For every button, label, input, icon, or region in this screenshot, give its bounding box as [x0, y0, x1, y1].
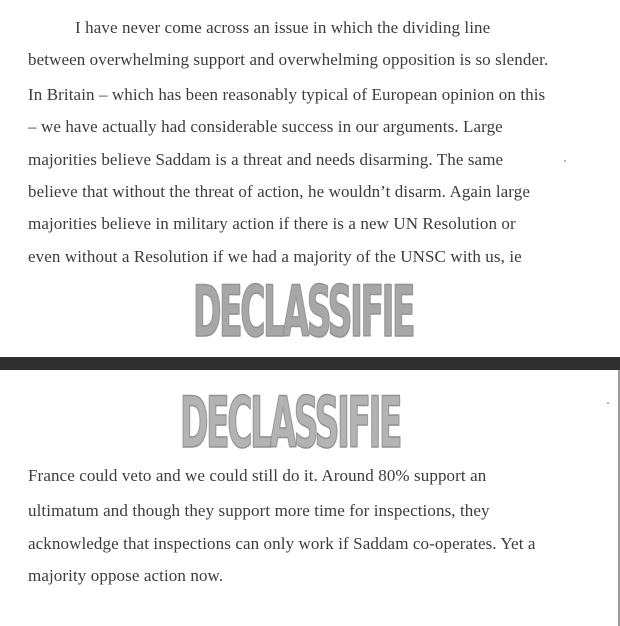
text-line: even without a Resolution if we had a majority of the UNSC with us, ie [28, 247, 522, 266]
text-line: In Britain – which has been reasonably typical of European opinion on this [28, 85, 546, 104]
text-line: majorities believe Saddam is a threat and needs disarming. The same [28, 150, 504, 169]
page-divider [0, 357, 620, 370]
text-line: majorities believe in military action if there is a new UN Resolution or [28, 214, 516, 233]
declassified-stamp: DECLASSIFIE [193, 272, 414, 354]
declassified-stamp: DECLASSIFIE [180, 383, 401, 465]
text-line: acknowledge that inspections can only work if Saddam co-operates. Yet a [28, 534, 536, 553]
text-line: between overwhelming support and overwhelming opposition is so slender. [28, 50, 549, 69]
scan-speck [564, 160, 566, 162]
scan-speck [607, 402, 609, 404]
text-line: France could veto and we could still do it. Around 80% support an [28, 466, 487, 485]
text-line: I have never come across an issue in which the dividing line [75, 18, 491, 37]
text-line: ultimatum and though they support more time for inspections, they [28, 501, 490, 520]
text-line: majority oppose action now. [28, 566, 224, 585]
text-line: – we have actually had considerable success in our arguments. Large [28, 117, 503, 136]
text-line: believe that without the threat of action, he wouldn’t disarm. Again large [28, 182, 531, 201]
